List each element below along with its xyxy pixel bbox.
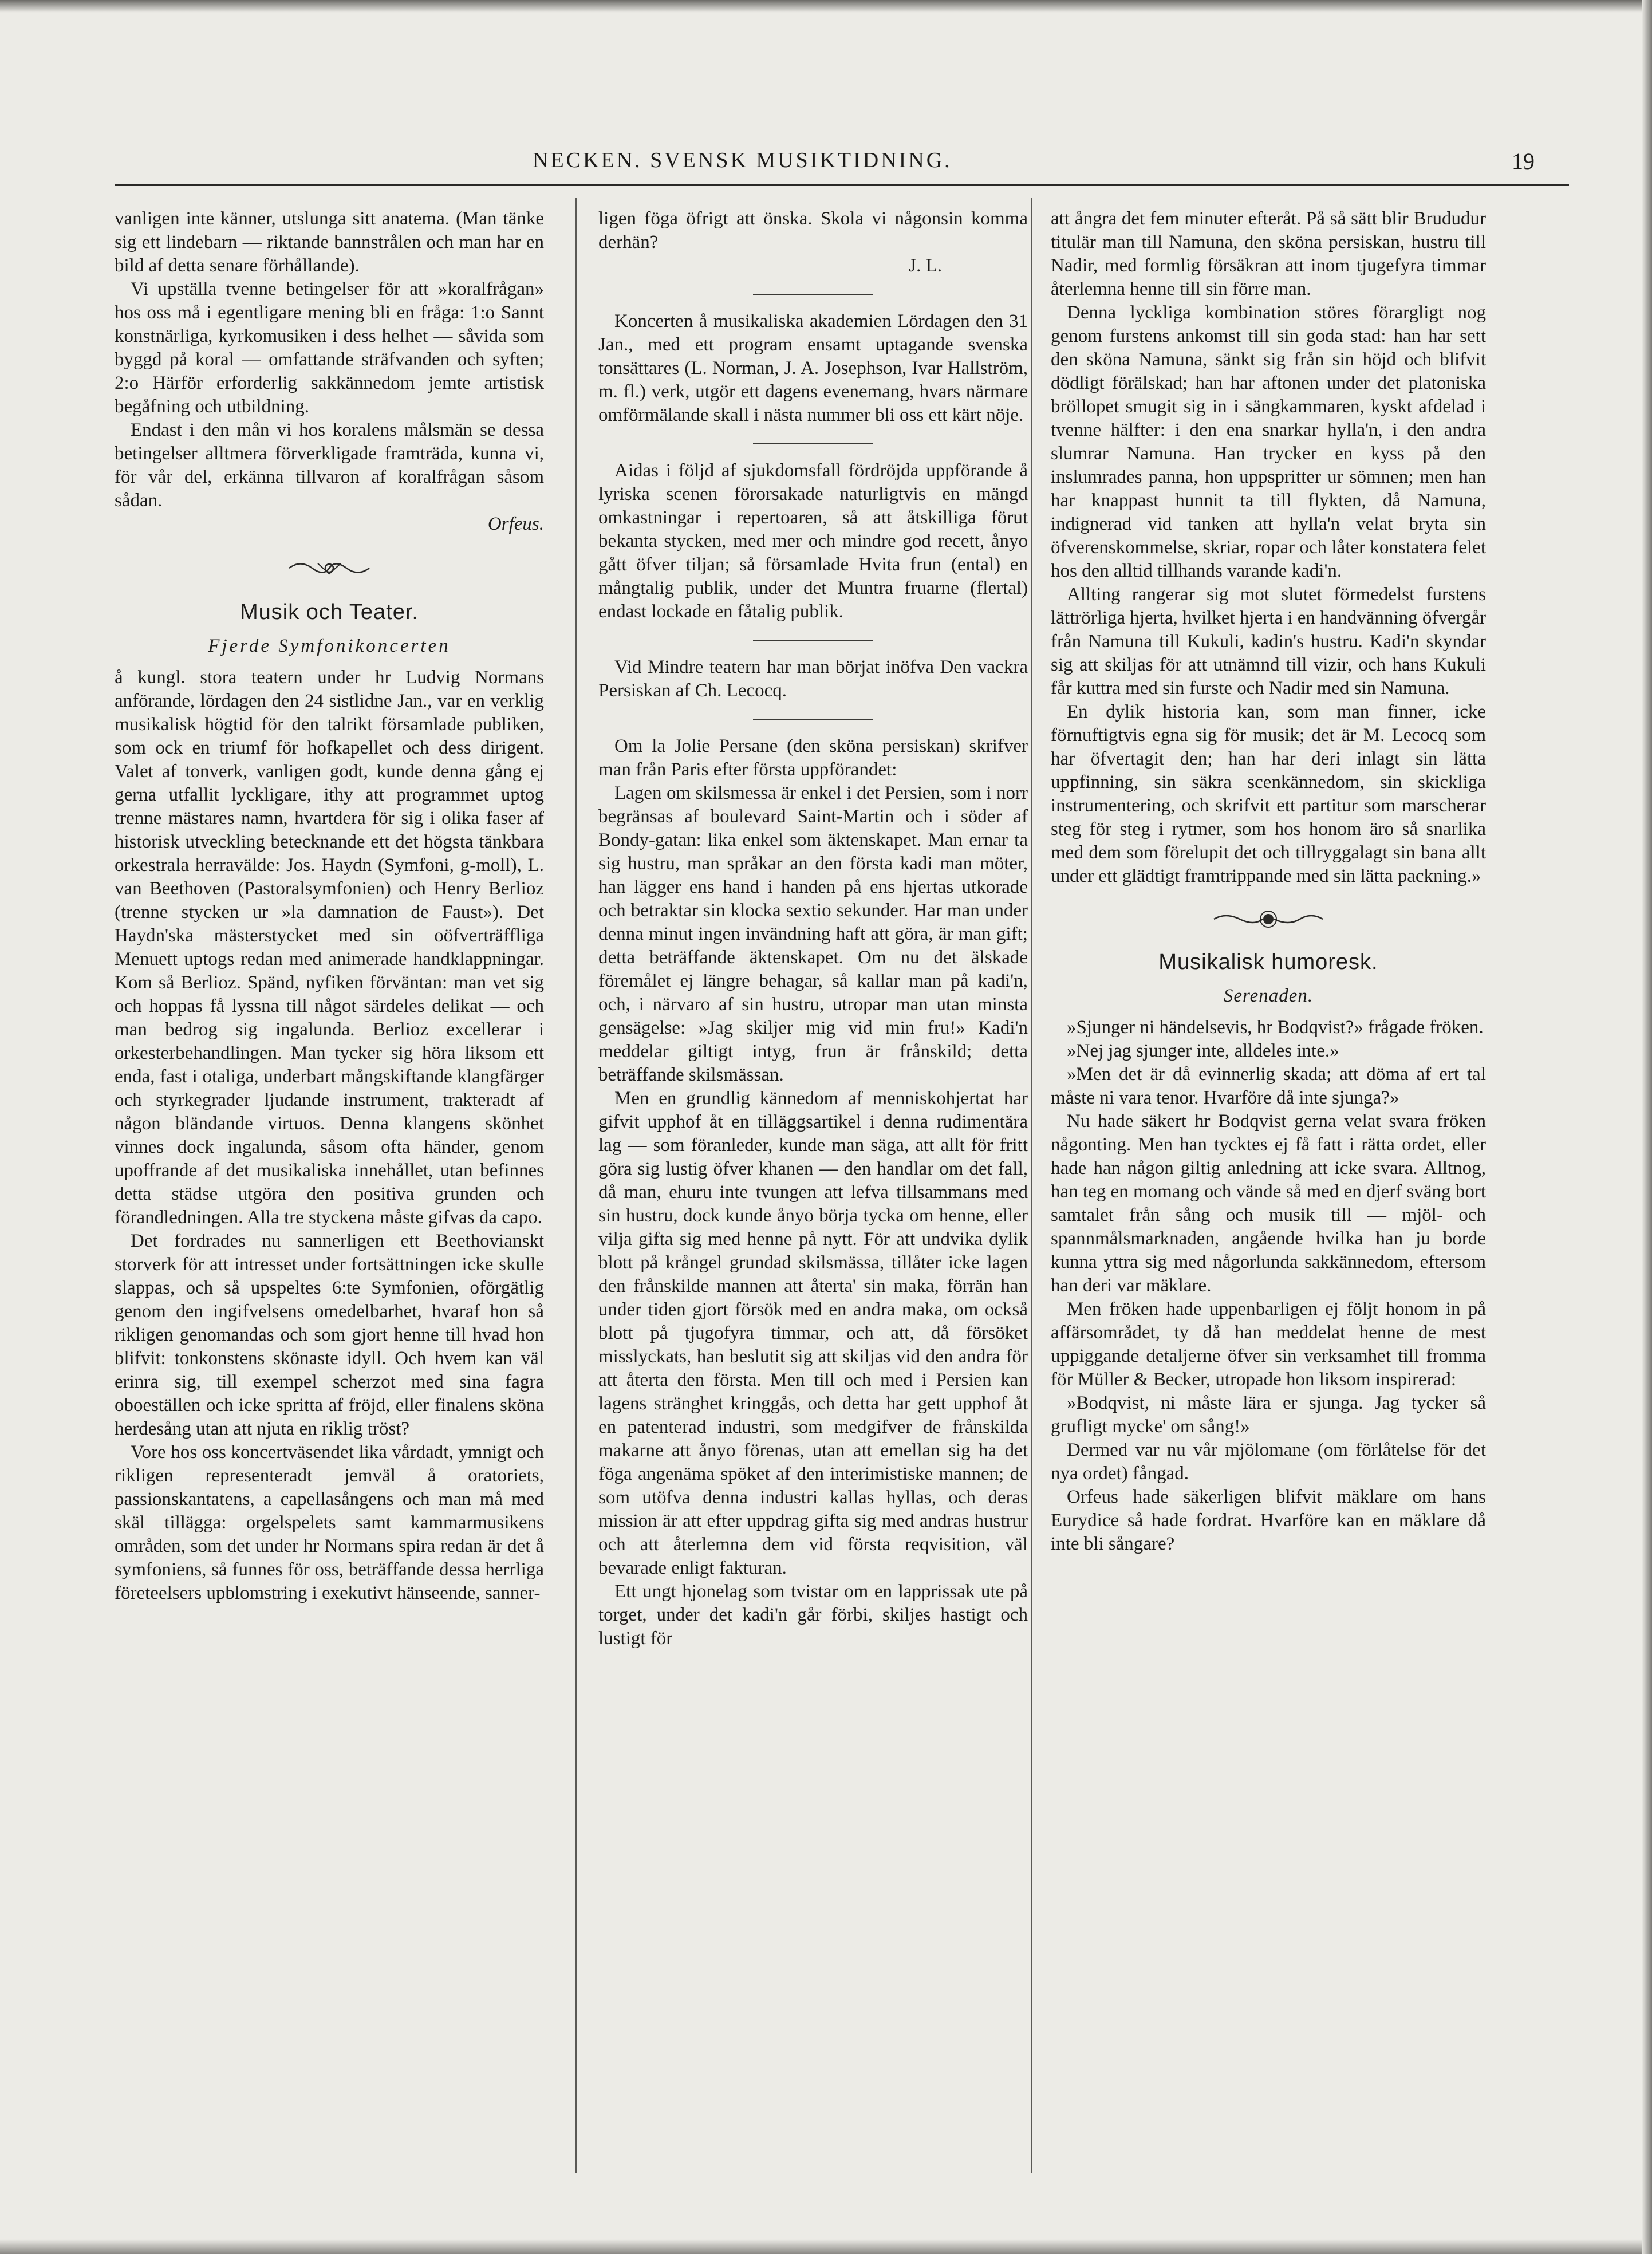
scan-edge-right bbox=[1642, 0, 1652, 2254]
paragraph: Koncerten å musikaliska akademien Lördagen den 31 Jan., med ett program ensamt uptagande svenska tonsättares (L. Norman, J. A. Josephson, Ivar Hallström, m. fl.) verk, utgör ett dagens evenemang, hvars närmare omförmälande skall i nästa nummer bli oss ett kärt nöje. bbox=[598, 311, 1028, 425]
journal-title: NECKEN. SVENSK MUSIKTIDNING. bbox=[533, 148, 952, 172]
ornament-divider bbox=[1051, 909, 1486, 936]
short-rule bbox=[753, 294, 873, 295]
section-title: Musikalisk humoresk. bbox=[1158, 950, 1378, 974]
column-divider bbox=[575, 198, 577, 2173]
paragraph: Det fordrades nu sannerligen ett Beethovianskt storverk för att intresset under fortsättningen icke skulle slappas, och så upspeltes 6:te Symfonien, oförgätlig genom den ingifvelsens omedelbarhet, hvaraf hon så rikligen genomandas och som gjort henne till hvad hon blifvit: tonkonstens skönaste idyll. Och hvem kan väl erinra sig, till exempel scherzot med sina fagra oboeställen och icke spritta af fröjd, eller finalens sköna herdesång utan att njuta en riklig tröst? bbox=[115, 1231, 544, 1439]
scan-edge-bottom bbox=[0, 2239, 1652, 2254]
paragraph: ligen föga öfrigt att önska. Skola vi någonsin komma derhän? bbox=[598, 208, 1028, 253]
scan-edge-top bbox=[0, 0, 1652, 13]
paragraph: Vid Mindre teatern har man börjat inöfva Den vackra Persiskan af Ch. Lecocq. bbox=[598, 657, 1028, 701]
column-3 bbox=[1051, 207, 1486, 1556]
column-divider bbox=[1031, 198, 1032, 2173]
paragraph: Men fröken hade uppenbarligen ej följt honom in på affärsområdet, ty då han meddelat henne de mest uppiggande detaljerne öfver sin verksamhet till fromma för Müller & Becker, utropade hon liksom inspirerad: bbox=[1051, 1299, 1486, 1390]
paragraph: att ångra det fem minuter efteråt. På så sätt blir Brududur titulär man till Namuna, den sköna persiskan, hustru till Nadir, med formlig försäkran att inom tjugefyra timmar återlemna henne till sin förre man. bbox=[1051, 208, 1486, 300]
paragraph: Lagen om skilsmessa är enkel i det Persien, som i norr begränsas af boulevard Saint-Martin och i söder af Bondy-gatan: lika enkel som äktenskapet. Man ernar ta sig hustru, man språkar an den första kadi man möter, han lägger ens hand i handen på ens hjertas utkorade och betraktar sin klocka sextio sekunder. Har man under denna minut ingen invändning haft att göra, är man gift; detta beträffande äktenskapet. Om nu det älskade föremålet ej längre behagar, så kallar man på kadi'n, och, i närvaro af sin hustru, utropar man utan minsta gensägelse: »Jag skiljer mig vid min fru!» Kadi'n meddelar giltigt intyg, frun är frånskild; detta beträffande skilsmässan. bbox=[598, 783, 1028, 1085]
paragraph: Aidas i följd af sjukdomsfall fördröjda uppförande å lyriska scenen förorsakade naturligtvis en mängd omkastningar i repertoaren, så att åtskilliga förut bekanta stycken, med mer och mindre god recett, ånyo gått öfver tiljan; så församlade Hvita frun (ental) en mångtalig publik, under det Muntra fruarne (flertal) endast lockade en fåtalig publik. bbox=[598, 460, 1028, 622]
subsection-title: Serenaden. bbox=[1223, 986, 1314, 1006]
paragraph: »Sjunger ni händelsevis, hr Bodqvist?» frågade fröken. bbox=[1067, 1017, 1484, 1038]
page-number: 19 bbox=[1512, 148, 1535, 174]
paragraph: En dylik historia kan, som man finner, icke förnuftigtvis egna sig för musik; det är M. Lecocq som har öfvertagit den; han har deri inlagt sin lätta uppfinning, sin säkra scenkännedom, sin skickliga instrumentering, och skrifvit ett partitur som marscherar steg för steg i rytmer, som hos honom äro så snarlika med dem som förelupit det och tillryggalagt sin bana allt under ett glädtigt framtrippande med sin lätta packning.» bbox=[1051, 702, 1486, 886]
section-title: Musik och Teater. bbox=[239, 600, 419, 624]
running-header bbox=[115, 148, 1569, 182]
signature: J. L. bbox=[909, 255, 942, 276]
paragraph: Vore hos oss koncertväsendet lika vårdadt, ymnigt och rikligen representeradt jemväl å oratoriets, passionskantatens, a capellasångens och man må med skäl tillägga: orgelspelets samt kammarmusikens områden, som det under hr Normans spira redan är det å symfoniens, så funnes för oss, beträffande dessa herrliga företeelsers upblomstring i exekutivt hänseende, sanner- bbox=[115, 1442, 544, 1603]
ornament-icon bbox=[286, 557, 372, 580]
paragraph: Dermed var nu vår mjölomane (om förlåtelse för det nya ordet) fångad. bbox=[1051, 1440, 1486, 1484]
paragraph: Ett ungt hjonelag som tvistar om en lapprissak ute på torget, under det kadi'n går förbi, skiljes hastigt och lustigt för bbox=[598, 1581, 1028, 1649]
column-1 bbox=[115, 207, 544, 1605]
paragraph: Men en grundlig kännedom af menniskohjertat har gifvit upphof åt en tilläggsartikel i denna rudimentära lag — som föranleder, kunde man säga, att allt för fritt göra sig lustig öfver khanen — den handlar om det fall, då man, ehuru inte tvungen att lefva tillsammans med sin hustru, dock kunde ånyo börja tycka om henne, eller vilja gifta sig med henne på nytt. För att undvika dylik blott på krångel grundad skilsmässa, tillåter icke lagen den frånskilde mannen att återta' sin maka, förrän han under tiden gjort försök med en andra maka, om också blott på tjugofyra timmar, och att, då försöket misslyckats, han beslutit sig att skiljas vid den andra för att återta den första. Men till och med i Persien kan lagens stränghet kringgås, och detta har gett upphof åt en patenterad industri, som medgifver de frånskilda makarne att ånyo förenas, utan att emellan sig ha det föga angenäma spöket af den interimistiske mannen; de som utöfva denna industri kallas hyllas, och deras mission är att efter uppdrag gifta sig med andras hustrur och att återlemna dem vid första reqvisition, väl bevarade enligt fakturan. bbox=[598, 1088, 1028, 1578]
paragraph: »Bodqvist, ni måste lära er sjunga. Jag tycker så grufligt mycke' om sång!» bbox=[1051, 1393, 1486, 1437]
paragraph: Allting rangerar sig mot slutet förmedelst furstens lättrörliga hjerta, hvilket hjerta i en handvänning öfvergår från Namuna till Kukuli, kadin's hustru. Kadi'n skyndar sig att skiljas för att utnämnd till vizir, och hans Kukuli får kuttra med sin furste och Nadir med sin Namuna. bbox=[1051, 584, 1486, 699]
short-rule bbox=[753, 719, 873, 720]
signature: Orfeus. bbox=[487, 514, 544, 534]
short-rule bbox=[753, 443, 873, 444]
subsection-title: Fjerde Symfonikoncerten bbox=[208, 636, 451, 656]
ornament-icon bbox=[1208, 909, 1328, 929]
paragraph: Denna lyckliga kombination störes förargligt nog genom furstens ankomst till sin goda stad: han har sett den sköna Namuna, sänkt sig från sin höjd och blifvit dödligt förälskad; han har aftonen under det platoniska bröllopet smugit sig in i sängkammaren, kyskt afdelad i tvenne hälfter: i den ena snarkar hylla'n, i den andra slumrar Namuna. Han trycker en kyss på den inslumrades panna, hon uppspritter ur sömnen; men han har knappast hunnit ta till flykten, då Namuna, indignerad vid tanken att hylla'n velat bryta sin öfverenskommelse, skriar, ropar och låter konstatera felet hos den alltid tillhands varande kadi'n. bbox=[1051, 302, 1486, 581]
paragraph: Endast i den mån vi hos koralens målsmän se dessa betingelser alltmera förverkligade framträda, kunna vi, för vår del, erkänna tillvaron af koralfrågan såsom sådan. bbox=[115, 420, 544, 511]
paragraph: »Nej jag sjunger inte, alldeles inte.» bbox=[1067, 1041, 1339, 1061]
paragraph: å kungl. stora teatern under hr Ludvig Normans anförande, lördagen den 24 sistlidne Jan., var en verklig musikalisk högtid för den talrikt församlade publiken, som ock en triumf för hofkapellet och dess dirigent. Valet af tonverk, vanligen godt, kunde denna gång ej gerna utfallit lyckligare, ithy att programmet uptog trenne mästares namn, hvartdera för sig i olika faser af historisk utveckling betecknande ett det högsta tänkbara orkestrala herravälde: Jos. Haydn (Symfoni, g-moll), L. van Beethoven (Pastoralsymfonien) och Henry Berlioz (trenne stycken ur »la damnation de Faust»). Det Haydn'ska mästerstycket med sin oöfverträffliga Menuett uptogs redan med animerade handklappningar. Kom så Berlioz. Spänd, nyfiken förväntan: man vet sig och hoppas få lyssna till något särdeles delikat — och man bedrog sig ingalunda. Berlioz excellerar i orkesterbehandlingen. Man tycker sig höra liksom ett enda, fast i otaliga, underbart mångskiftande klangfärger och styrkegrader ljudande instrument, trakteradt af någon bländande virtuos. Denna klangens skönhet vinnes dock ingalunda, såsom ofta händer, genom upoffrande af det musikaliska innehållet, utan befinnes detta städse utgöra den positiva grunden och förandledningen. Alla tre styckena måste gifvas da capo. bbox=[115, 667, 544, 1228]
paragraph: Vi upställa tvenne betingelser för att »koralfrågan» hos oss må i egentligare mening bli en fråga: 1:o Sannt konstnärliga, kyrkomusiken i dess helhet — såvida som byggd på koral — omfattande sträfvanden och syften; 2:o Härför erforderlig sakkännedom jemte artistisk begåfning och utbildning. bbox=[115, 279, 544, 417]
header-rule bbox=[115, 184, 1569, 186]
paragraph: Om la Jolie Persane (den sköna persiskan) skrifver man från Paris efter första uppförandet: bbox=[598, 736, 1028, 780]
short-rule bbox=[753, 640, 873, 641]
paragraph: Orfeus hade säkerligen blifvit mäklare om hans Eurydice så hade fordrat. Hvarföre kan en mäklare då inte bli sångare? bbox=[1051, 1487, 1486, 1554]
paragraph: »Men det är då evinnerlig skada; att döma af ert tal måste ni vara tenor. Hvarföre då inte sjunga?» bbox=[1051, 1064, 1486, 1108]
paragraph: Nu hade säkert hr Bodqvist gerna velat svara fröken någonting. Men han tycktes ej få fatt i rätta ordet, eller hade han någon giltig anledning att icke svara. Alltnog, han teg en momang och vände så med en djerf sväng bort samtalet från sång och musik till — mjöl- och spannmålsmarknaden, angående hvilka han ju borde kunna yttra sig med någorlunda sakkännedom, eftersom han deri var mäklare. bbox=[1051, 1111, 1486, 1296]
column-2 bbox=[598, 207, 1028, 1650]
paragraph: vanligen inte känner, utslunga sitt anatema. (Man tänke sig ett lindebarn — riktande bannstrålen och man har en bild af detta senare förhållande). bbox=[115, 208, 544, 276]
ornament-divider bbox=[115, 557, 544, 586]
